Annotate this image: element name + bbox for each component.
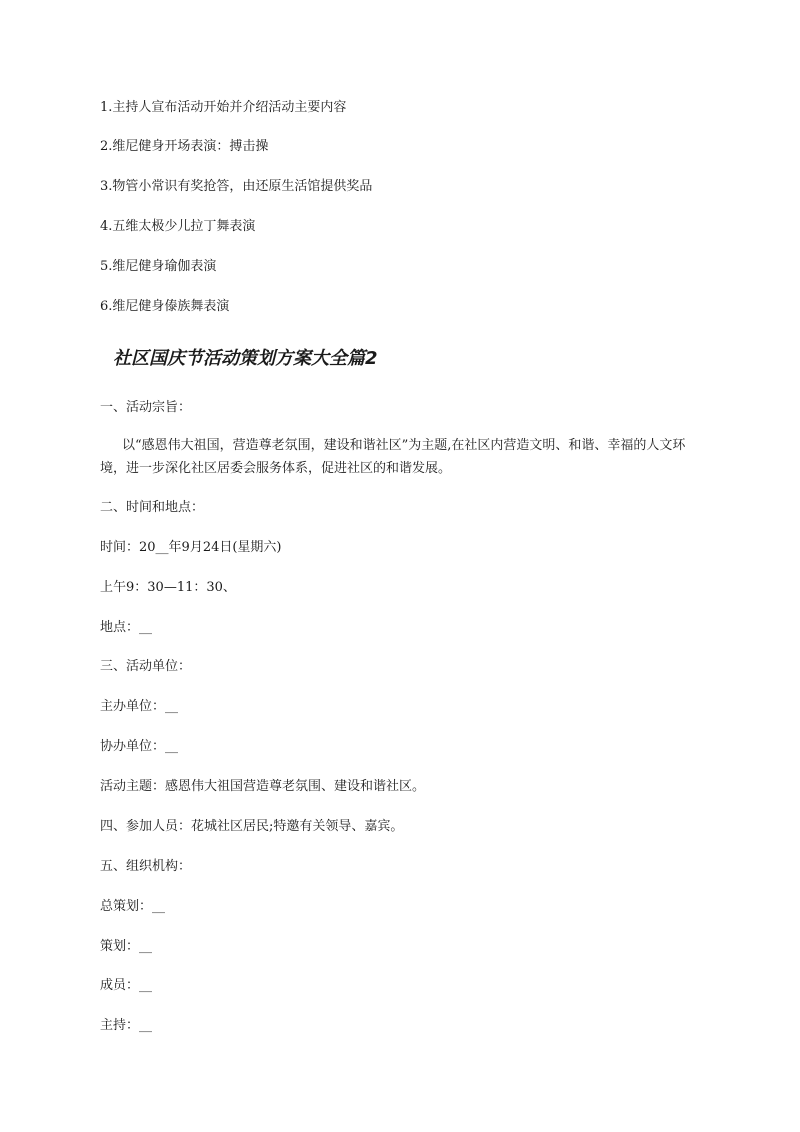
co-host-line: 协办单位：__ [100, 739, 179, 754]
list-item: 4.五维太极少儿拉丁舞表演 [100, 219, 256, 234]
purpose-paragraph: 以“感恩伟大祖国，营造尊老氛围，建设和谐社区”为主题,在社区内营造文明、和谐、幸福的人文环境，进一步深化社区居委会服务体系，促进社区的和谐发展。 [100, 438, 686, 476]
section-title: 社区国庆节活动策划方案大全篇2 [113, 348, 378, 369]
planner-line: 策划：__ [100, 939, 153, 954]
mc-line: 主持：__ [100, 1018, 153, 1033]
location-line: 地点：__ [100, 620, 153, 635]
list-item: 3.物管小常识有奖抢答，由还原生活馆提供奖品 [100, 179, 373, 194]
host-line: 主办单位：__ [100, 699, 179, 714]
section5-heading: 五、组织机构： [100, 859, 192, 874]
section2-heading: 二、时间和地点： [100, 500, 205, 515]
chief-planner-line: 总策划：__ [100, 899, 166, 914]
participants-line: 四、参加人员：花城社区居民;特邀有关领导、嘉宾。 [100, 819, 404, 834]
morning-line: 上午9：30—11：30、 [100, 580, 236, 595]
section1-heading: 一、活动宗旨： [100, 400, 192, 415]
list-item: 2.维尼健身开场表演：搏击操 [100, 139, 269, 154]
list-item: 1.主持人宣布活动开始并介绍活动主要内容 [100, 100, 347, 115]
list-item: 5.维尼健身瑜伽表演 [100, 259, 217, 274]
section3-heading: 三、活动单位： [100, 659, 192, 674]
theme-line: 活动主题：感恩伟大祖国营造尊老氛围、建设和谐社区。 [100, 779, 426, 794]
time-line: 时间：20__年9月24日(星期六) [100, 540, 282, 555]
members-line: 成员：__ [100, 978, 153, 993]
list-item: 6.维尼健身傣族舞表演 [100, 299, 230, 314]
